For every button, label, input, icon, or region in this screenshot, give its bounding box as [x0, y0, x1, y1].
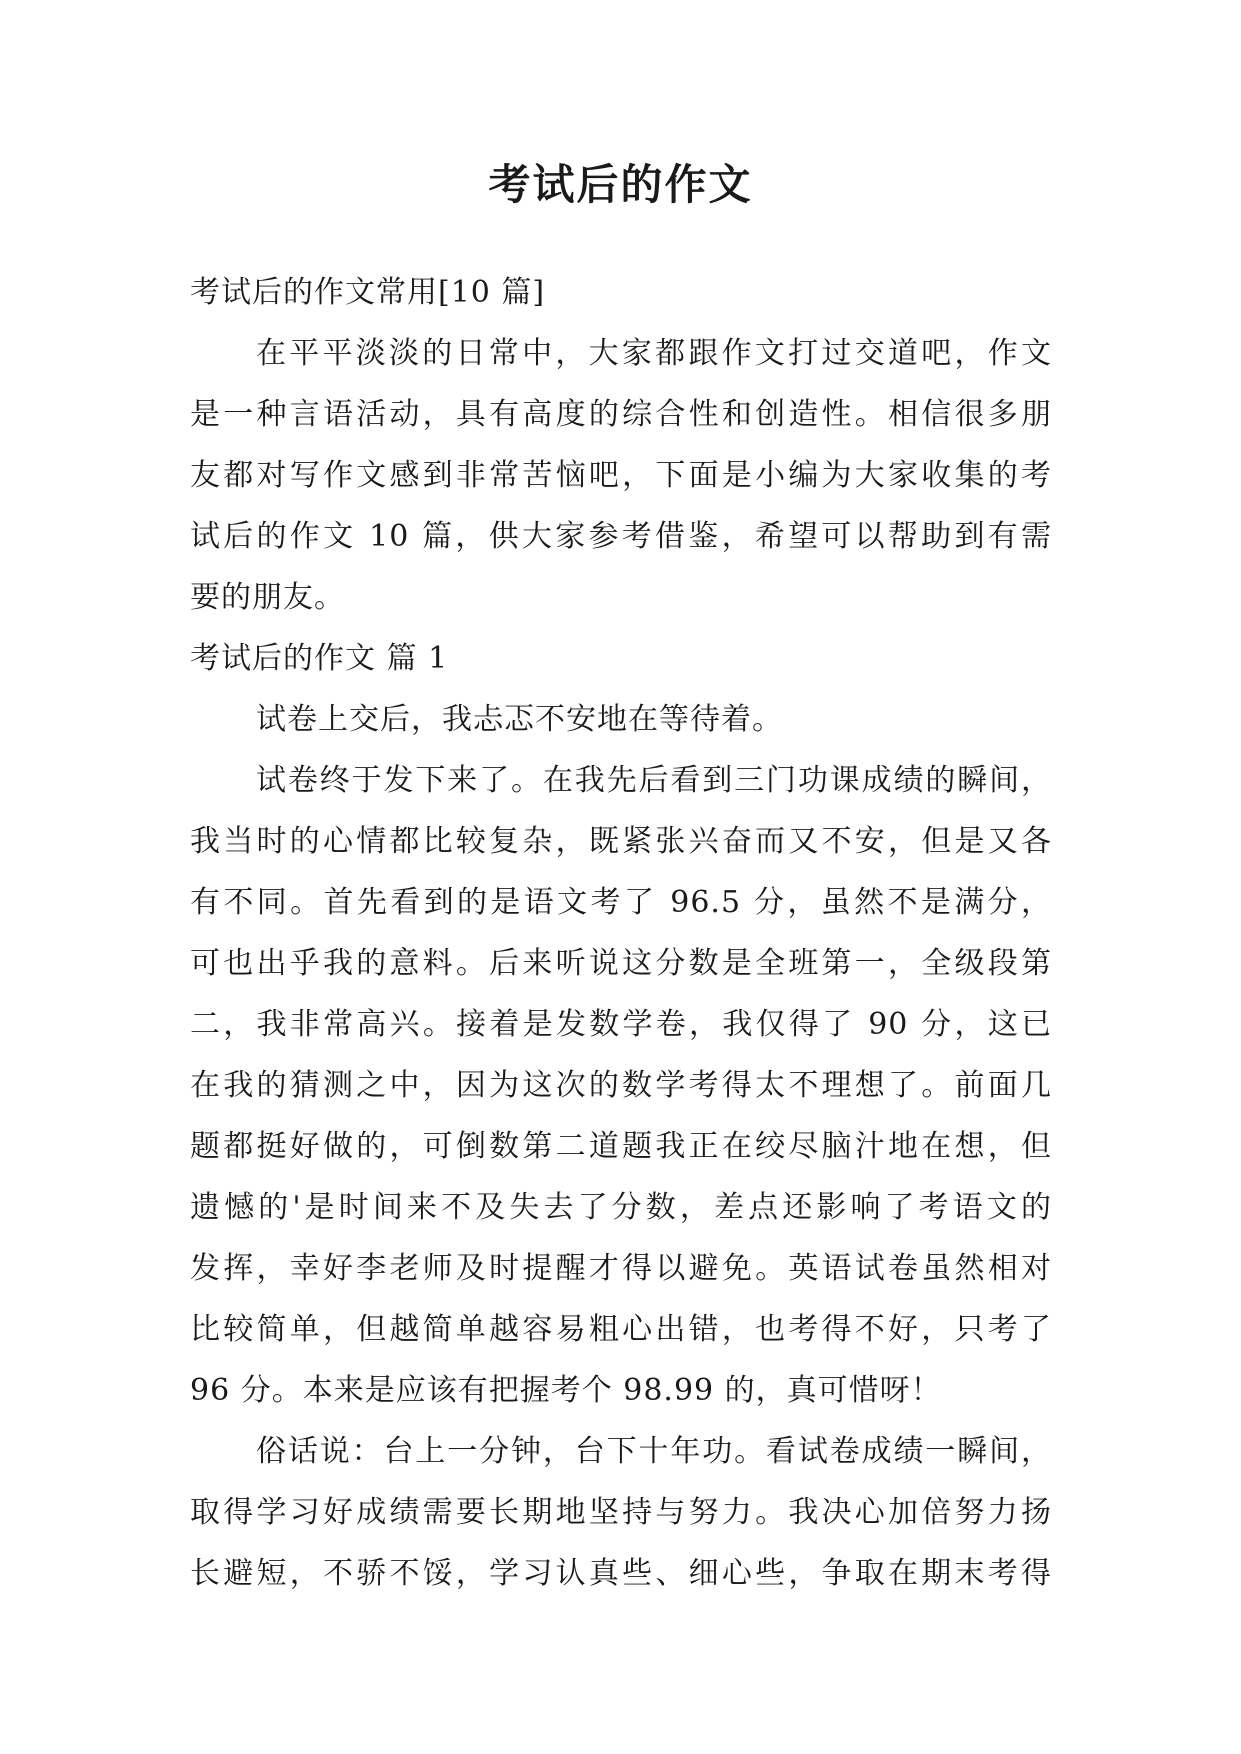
text-line: 取得学习好成绩需要长期地坚持与努力。我决心加倍努力扬	[190, 1495, 1052, 1530]
text-line: 我当时的心情都比较复杂，既紧张兴奋而又不安，但是又各	[190, 824, 1052, 859]
text-line: 长避短，不骄不馁，学习认真些、细心些，争取在期末考得	[190, 1556, 1052, 1591]
text-line: 可也出乎我的意料。后来听说这分数是全班第一，全级段第	[190, 946, 1052, 981]
text-line: 在我的猜测之中，因为这次的数学考得太不理想了。前面几	[190, 1068, 1052, 1103]
text-line: 有不同。首先看到的是语文考了 96.5 分，虽然不是满分，	[190, 885, 1052, 920]
text-line: 要的朋友。	[190, 580, 345, 615]
text-line: 是一种言语活动，具有高度的综合性和创造性。相信很多朋	[190, 397, 1052, 432]
paragraph-3	[190, 1421, 1052, 1604]
text-line: 题都挺好做的，可倒数第二道题我正在绞尽脑汁地在想，但	[190, 1129, 1052, 1164]
text-line: 96 分。本来是应该有把握考个 98.99 的，真可惜呀！	[190, 1373, 942, 1408]
paragraph-2	[190, 750, 1052, 1421]
text-line: 试后的作文 10 篇，供大家参考借鉴，希望可以帮助到有需	[190, 519, 1052, 554]
text-line: 发挥，幸好李老师及时提醒才得以避免。英语试卷虽然相对	[190, 1251, 1052, 1286]
paragraph-1	[190, 689, 1052, 750]
text-line: 试卷终于发下来了。在我先后看到三门功课成绩的瞬间，	[256, 763, 1052, 798]
text-line: 友都对写作文感到非常苦恼吧，下面是小编为大家收集的考	[190, 458, 1052, 493]
section-heading: 考试后的作文 篇 1	[190, 641, 449, 676]
document-title: 考试后的作文	[488, 160, 753, 209]
text-line: 俗话说：台上一分钟，台下十年功。看试卷成绩一瞬间，	[256, 1434, 1052, 1469]
document-subtitle: 考试后的作文常用[10 篇]	[190, 275, 546, 310]
text-line: 在平平淡淡的日常中，大家都跟作文打过交道吧，作文	[256, 336, 1052, 371]
text-line: 比较简单，但越简单越容易粗心出错，也考得不好，只考了	[190, 1312, 1052, 1347]
text-line: 遗憾的'是时间来不及失去了分数，差点还影响了考语文的	[190, 1190, 1052, 1225]
text-line: 试卷上交后，我忐忑不安地在等待着。	[256, 702, 783, 737]
document-body	[190, 262, 1052, 1604]
intro-paragraph	[190, 323, 1052, 628]
text-line: 二，我非常高兴。接着是发数学卷，我仅得了 90 分，这已	[190, 1007, 1052, 1042]
